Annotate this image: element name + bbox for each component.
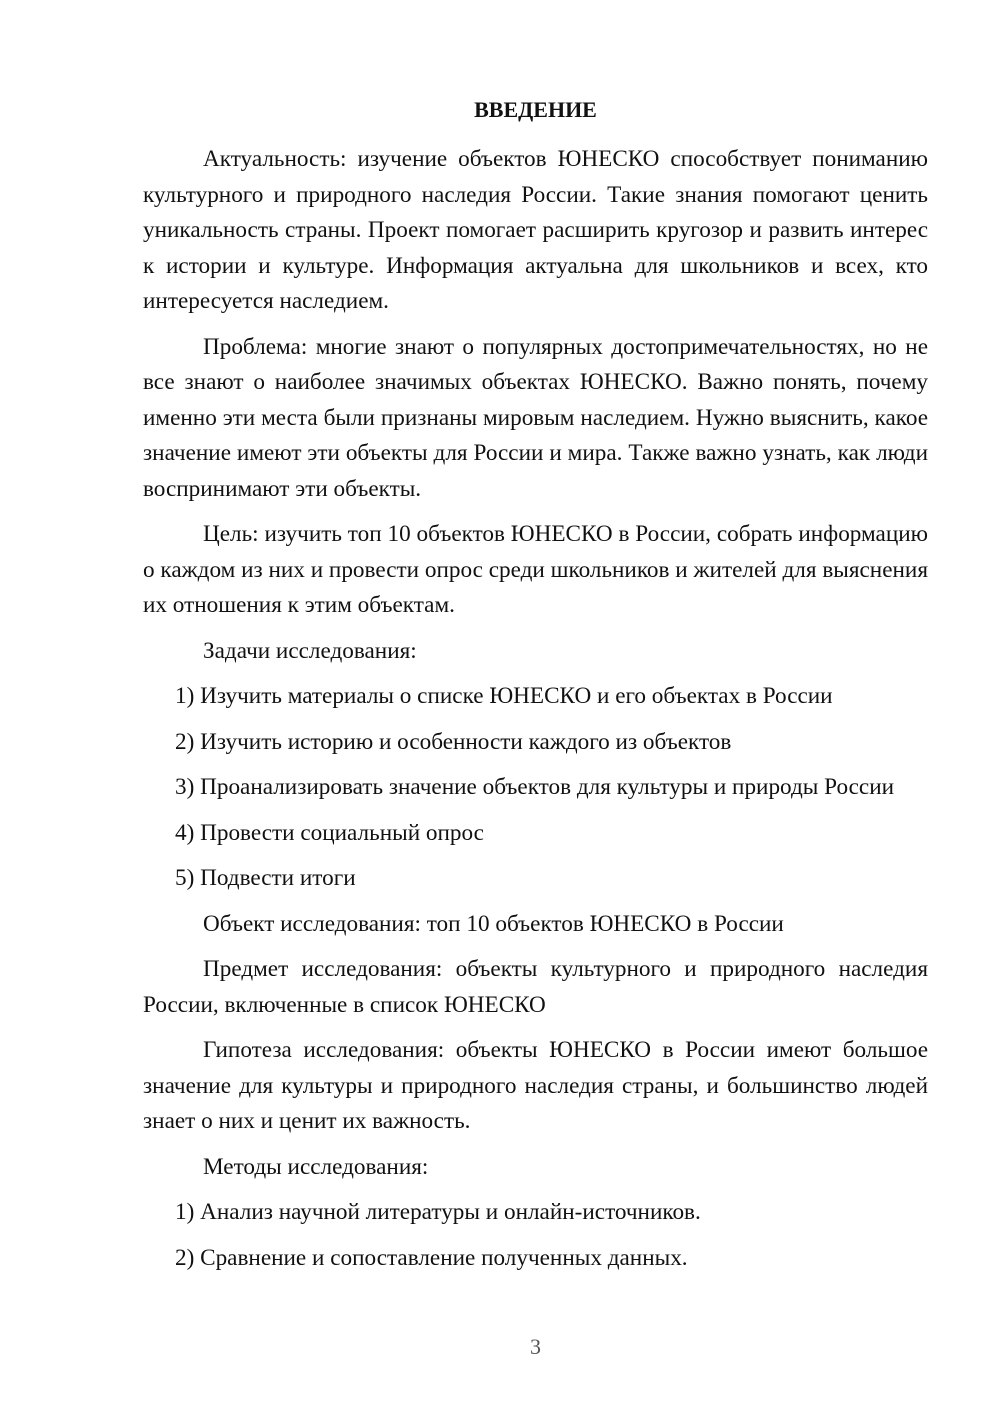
research-subject-paragraph: Предмет исследования: объекты культурного и природного наследия России, включенные в список ЮНЕСКО xyxy=(143,956,928,1018)
problem-paragraph: Проблема: многие знают о популярных достопримечательностях, но не все знают о наиболее значимых объектах ЮНЕСКО. Важно понять, почему именно эти места были признаны мировым наследием. Нужно выяснить, какое значение имеют эти объекты для России и мира. Также важно узнать, как люди воспринимают эти объекты. xyxy=(143,333,928,502)
task-item: 3) Проанализировать значение объектов для культуры и природы России xyxy=(175,774,895,800)
method-item: 2) Сравнение и сопоставление полученных данных. xyxy=(175,1244,688,1271)
task-item: 5) Подвести итоги xyxy=(175,865,356,891)
goal-paragraph: Цель: изучить топ 10 объектов ЮНЕСКО в России, собрать информацию о каждом из них и провести опрос среди школьников и жителей для выяснения их отношения к этим объектам. xyxy=(143,521,928,618)
task-item: 4) Провести социальный опрос xyxy=(175,819,484,846)
page-number: 3 xyxy=(530,1334,541,1359)
tasks-heading: Задачи исследования: xyxy=(203,637,417,664)
task-item: 2) Изучить историю и особенности каждого из объектов xyxy=(175,728,732,755)
document-body xyxy=(143,142,928,1276)
task-item: 1) Изучить материалы о списке ЮНЕСКО и его объектах в России xyxy=(175,683,833,709)
relevance-paragraph: Актуальность: изучение объектов ЮНЕСКО способствует пониманию культурного и природного наследия России. Такие знания помогают ценить уникальность страны. Проект помогает расширить кругозор и развить интерес к истории и культуре. Информация актуальна для школьников и всех, кто интересуется наследием. xyxy=(143,146,928,314)
hypothesis-paragraph: Гипотеза исследования: объекты ЮНЕСКО в России имеют большое значение для культуры и природного наследия страны, и большинство людей знает о них и ценит их важность. xyxy=(143,1037,928,1134)
research-object-paragraph: Объект исследования: топ 10 объектов ЮНЕСКО в России xyxy=(203,910,784,937)
methods-heading: Методы исследования: xyxy=(203,1153,429,1180)
page-title: ВВЕДЕНИЕ xyxy=(474,97,597,122)
method-item: 1) Анализ научной литературы и онлайн-источников. xyxy=(175,1199,701,1225)
